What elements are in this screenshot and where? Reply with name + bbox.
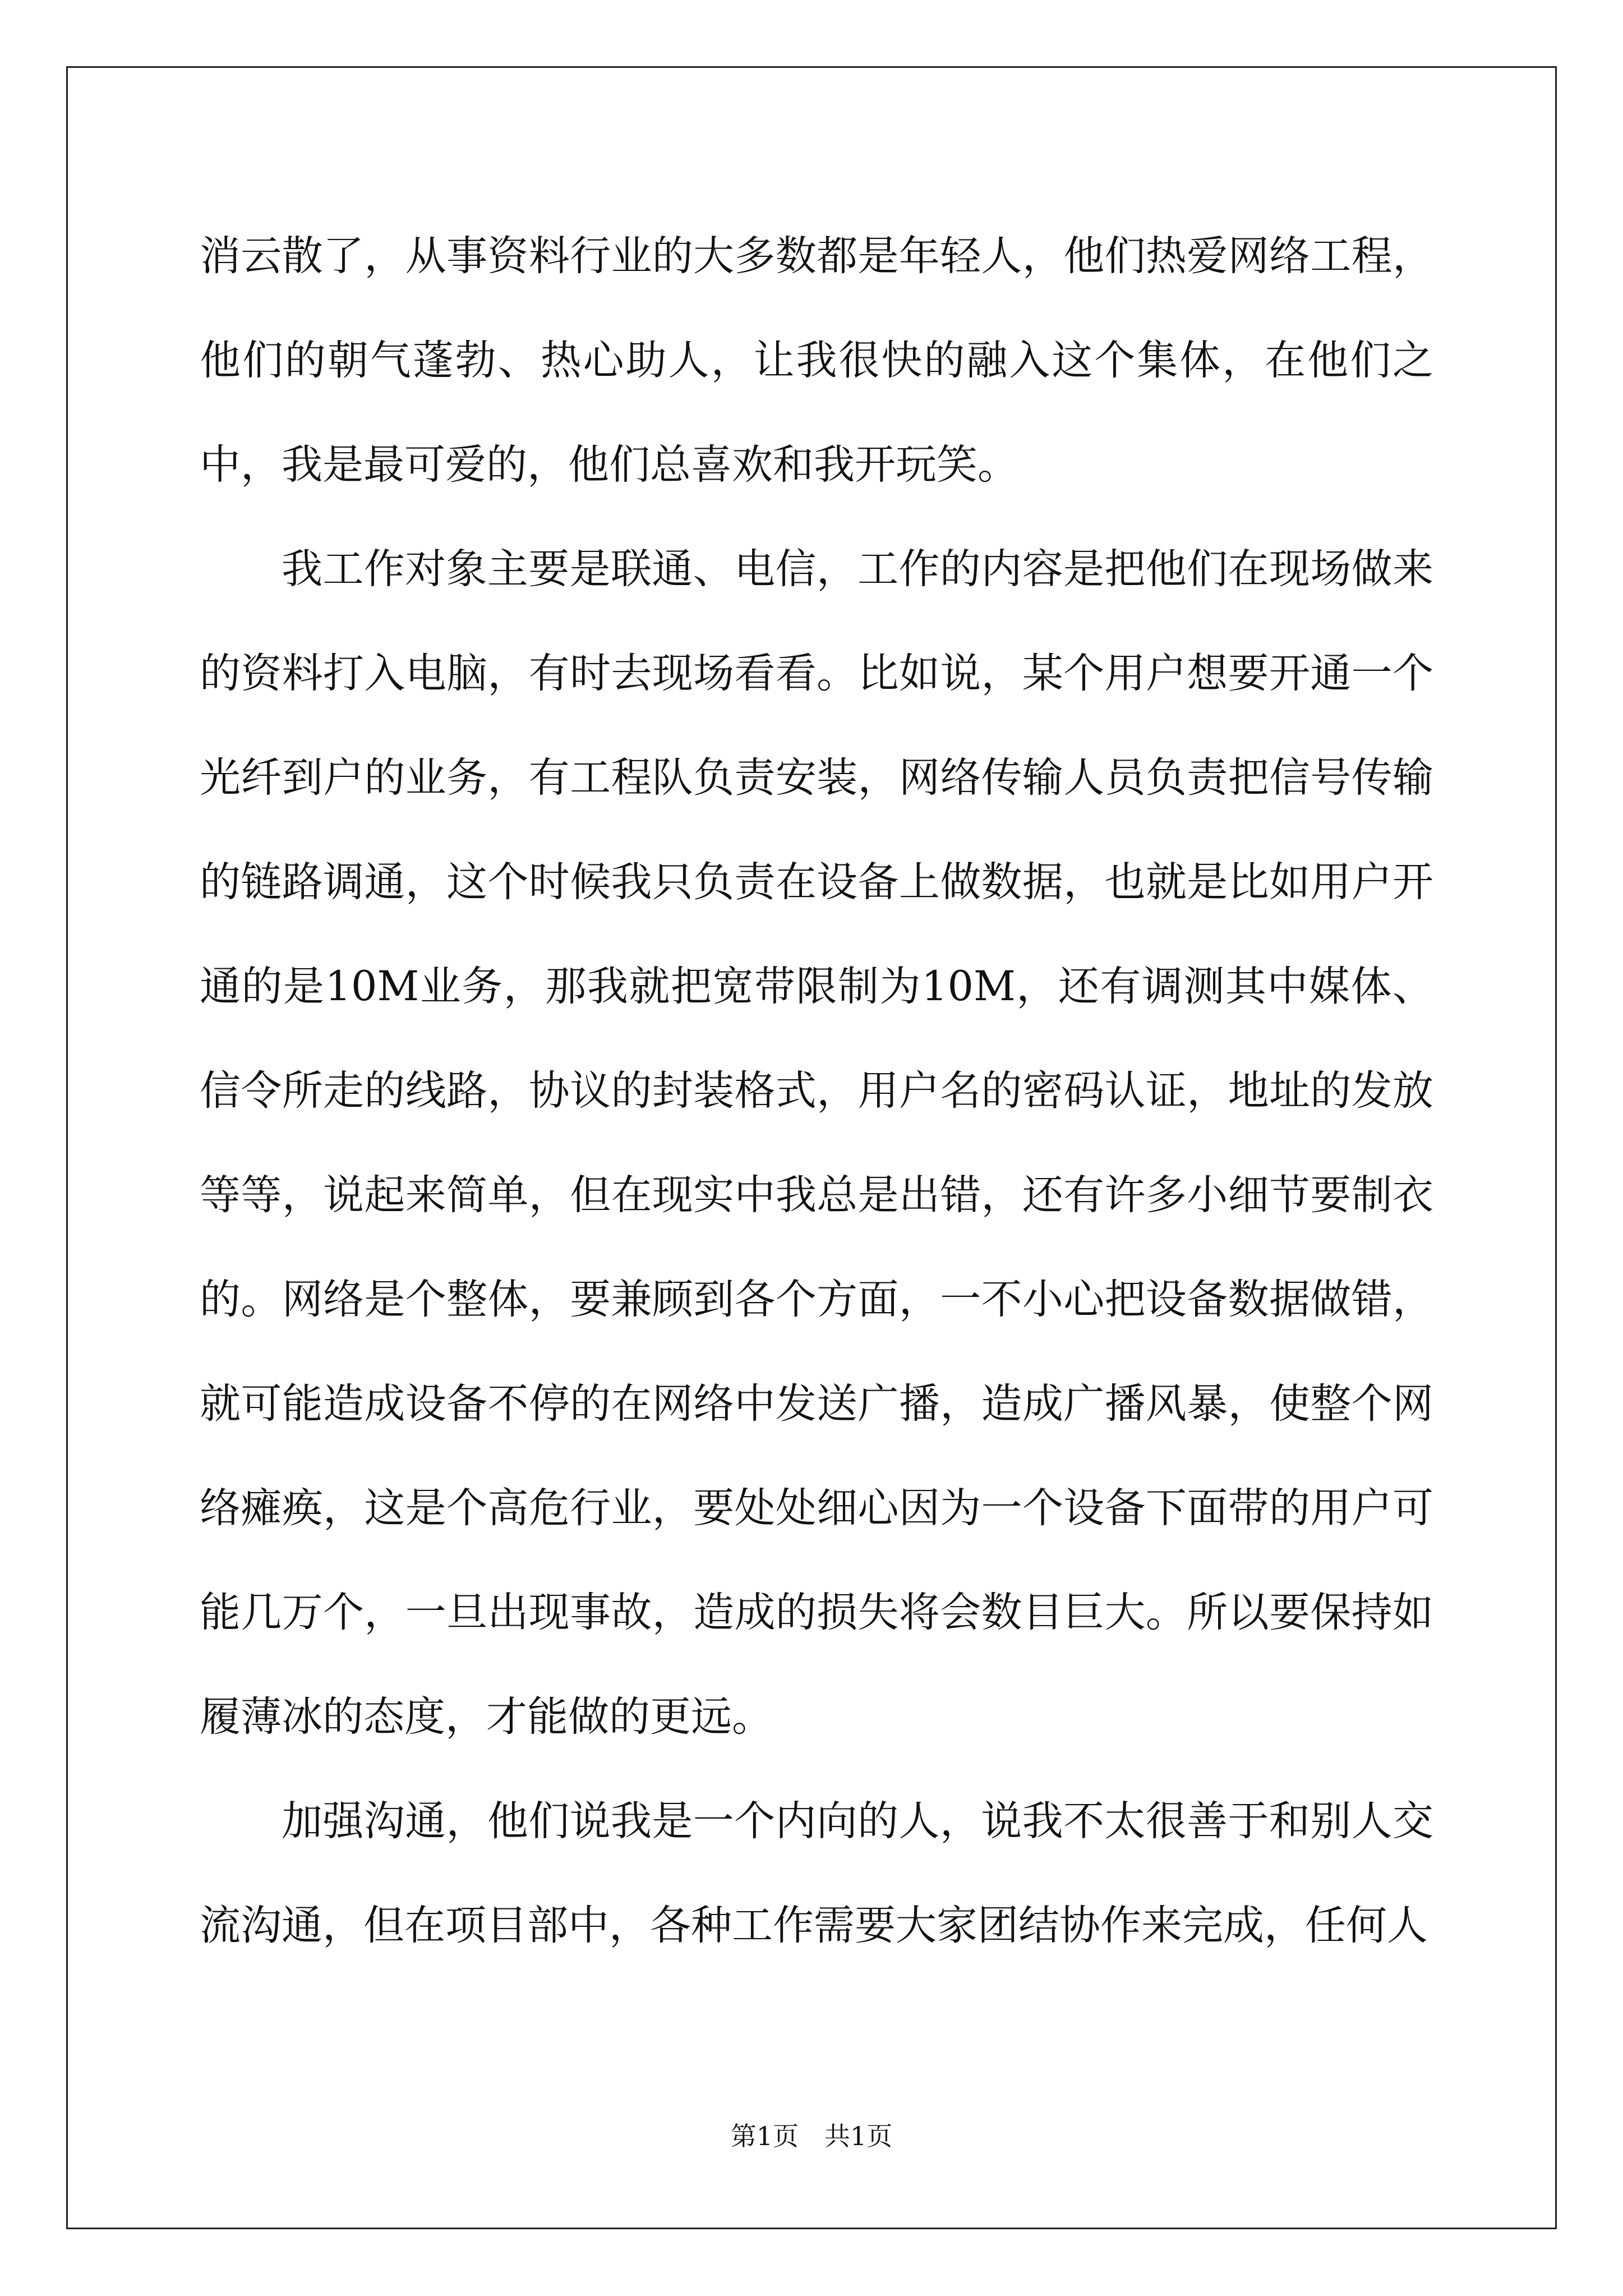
paragraph-2: 我工作对象主要是联通、电信，工作的内容是把他们在现场做来的资料打入电脑，有时去现场看看。比如说，某个用户想要开通一个光纤到户的业务，有工程队负责安装，网络传输人员负责把信号传输的链路调通，这个时候我只负责在设备上做数据，也就是比如用户开通的是10M业务，那我就把宽带限制为10M，还有调测其中媒体、信令所走的线路，协议的封装格式，用户名的密码认证，地址的发放等等，说起来简单，但在现实中我总是出错，还有许多小细节要制衣的。网络是个整体，要兼顾到各个方面，一不小心把设备数据做错，就可能造成设备不停的在网络中发送广播，造成广播风暴，使整个网络瘫痪，这是个高危行业，要处处细心因为一个设备下面带的用户可能几万个，一旦出现事故，造成的损失将会数目巨大。所以要保持如履薄冰的态度，才能做的更远。 — [200, 545, 1433, 1741]
page-number-label: 第1页 共1页 — [730, 2121, 893, 2151]
paragraph-3: 加强沟通，他们说我是一个内向的人，说我不太很善于和别人交流沟通，但在项目部中，各种工作需要大家团结协作来完成，任何人 — [200, 1797, 1433, 1949]
paragraph-1: 消云散了，从事资料行业的大多数都是年轻人，他们热爱网络工程，他们的朝气蓬勃、热心助人，让我很快的融入这个集体，在他们之中，我是最可爱的，他们总喜欢和我开玩笑。 — [200, 232, 1433, 489]
document-body — [200, 204, 1433, 1978]
page-footer — [0, 2119, 1623, 2153]
